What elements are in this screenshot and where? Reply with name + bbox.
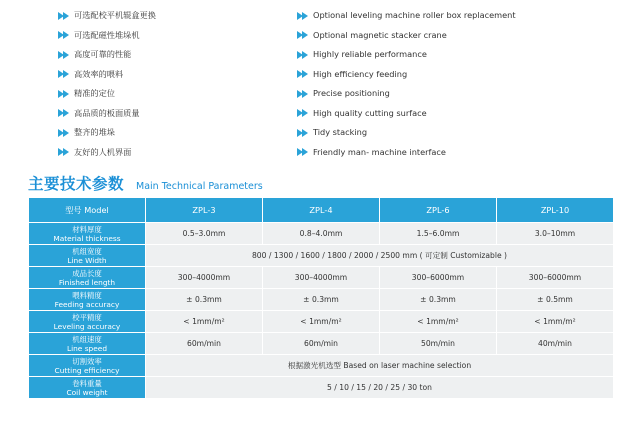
table-cell: 0.8–4.0mm [263,223,380,245]
row-label-en: Leveling accuracy [53,321,121,331]
double-arrow-icon [297,148,309,156]
table-row [29,223,614,245]
feature-item [297,26,516,46]
row-label-cn: 喂料精度 [72,290,102,300]
feature-item [58,143,156,163]
table-cell: 1.5–6.0mm [380,223,497,245]
section-title-cn: 主要技术参数 [28,175,125,193]
row-label-en: Line Width [67,255,107,265]
table-cell: ± 0.3mm [380,289,497,311]
feature-text: 可选配校平机辊盒更换 [74,10,156,20]
row-label [29,223,146,245]
table-cell: ± 0.3mm [263,289,380,311]
section-title-en: Main Technical Parameters [136,181,263,192]
row-label [29,333,146,355]
feature-text: Optional magnetic stacker crane [313,29,447,40]
table-cell: 300–6000mm [380,267,497,289]
feature-text: 整齐的堆垛 [74,127,115,137]
feature-text: High quality cutting surface [313,107,427,118]
table-row [29,377,614,399]
row-label-en: Coil weight [66,387,108,397]
feature-item [58,104,156,124]
header-zpl-6: ZPL-6 [380,198,497,223]
double-arrow-icon [58,51,70,59]
double-arrow-icon [58,90,70,98]
feature-text: 精准的定位 [74,88,115,98]
feature-text: Friendly man- machine interface [313,146,446,157]
feature-item [58,26,156,46]
feature-item [297,84,516,104]
double-arrow-icon [297,109,309,117]
table-cell: < 1mm/m² [146,311,263,333]
row-label-en: Feeding accuracy [54,299,120,309]
double-arrow-icon [297,70,309,78]
feature-text: Highly reliable performance [313,49,427,59]
table-cell-span: 5 / 10 / 15 / 20 / 25 / 30 ton [146,377,614,399]
double-arrow-icon [297,12,309,20]
feature-item [58,84,156,104]
row-label-cn: 材料厚度 [72,224,102,234]
row-label-en: Cutting efficiency [54,365,120,375]
table-row [29,311,614,333]
feature-text: 高效率的喂料 [74,68,124,79]
header-zpl-10: ZPL-10 [497,198,614,223]
table-cell-span: 根据激光机选型 Based on laser machine selection [146,355,614,377]
table-cell: 3.0–10mm [497,223,614,245]
feature-item [58,65,156,85]
row-label [29,355,146,377]
table-cell: 50m/min [380,333,497,355]
row-label [29,377,146,399]
table-cell: ± 0.3mm [146,289,263,311]
feature-item [297,143,516,163]
table-cell: ± 0.5mm [497,289,614,311]
feature-text: 高品质的板面质量 [74,107,140,118]
feature-item [297,123,516,143]
row-label-cn: 切割效率 [72,356,102,366]
header-zpl-3: ZPL-3 [146,198,263,223]
table-cell-span: 800 / 1300 / 1600 / 1800 / 2000 / 2500 mm ( 可定制 Customizable ) [146,245,614,267]
row-label-cn: 机组宽度 [72,246,102,256]
table-row [29,245,614,267]
spec-table-header [29,198,614,223]
header-zpl-4: ZPL-4 [263,198,380,223]
row-label-en: Line speed [66,343,108,353]
double-arrow-icon [58,148,70,156]
row-label-cn: 卷料重量 [72,378,102,388]
double-arrow-icon [58,109,70,117]
table-cell: < 1mm/m² [263,311,380,333]
features-list-cn [58,6,156,162]
row-label-cn: 机组速度 [72,334,102,344]
double-arrow-icon [58,70,70,78]
feature-item [297,45,516,65]
table-row [29,333,614,355]
row-label-en: Finished length [58,277,116,287]
spec-table [28,197,614,399]
feature-text: Optional leveling machine roller box replacement [313,10,516,20]
feature-item [58,45,156,65]
double-arrow-icon [297,51,309,59]
row-label-cn: 成品长度 [72,268,102,278]
table-cell: 300–6000mm [497,267,614,289]
row-label [29,245,146,267]
table-cell: 40m/min [497,333,614,355]
row-label [29,267,146,289]
table-row [29,267,614,289]
table-cell: 0.5–3.0mm [146,223,263,245]
feature-item [58,6,156,26]
row-label-cn: 校平精度 [72,312,102,322]
feature-text: Precise positioning [313,88,390,98]
features-list-en [297,6,516,162]
feature-item [297,104,516,124]
feature-text: 友好的人机界面 [74,146,132,157]
header-model: 型号 Model [29,198,146,223]
double-arrow-icon [297,90,309,98]
feature-item [58,123,156,143]
feature-text: Tidy stacking [313,127,368,137]
double-arrow-icon [58,31,70,39]
double-arrow-icon [297,31,309,39]
double-arrow-icon [58,12,70,20]
table-row [29,355,614,377]
feature-item [297,65,516,85]
section-title [28,172,263,194]
table-row [29,289,614,311]
row-label-en: Material thickness [53,233,121,243]
feature-item [297,6,516,26]
table-cell: < 1mm/m² [380,311,497,333]
feature-text: High efficiency feeding [313,68,408,79]
row-label [29,289,146,311]
feature-text: 可选配磁性堆垛机 [74,29,140,40]
double-arrow-icon [297,129,309,137]
row-label [29,311,146,333]
table-cell: 300–4000mm [146,267,263,289]
table-cell: 60m/min [263,333,380,355]
table-cell: 60m/min [146,333,263,355]
table-cell: 300–4000mm [263,267,380,289]
double-arrow-icon [58,129,70,137]
table-cell: < 1mm/m² [497,311,614,333]
feature-text: 高度可靠的性能 [74,49,132,59]
